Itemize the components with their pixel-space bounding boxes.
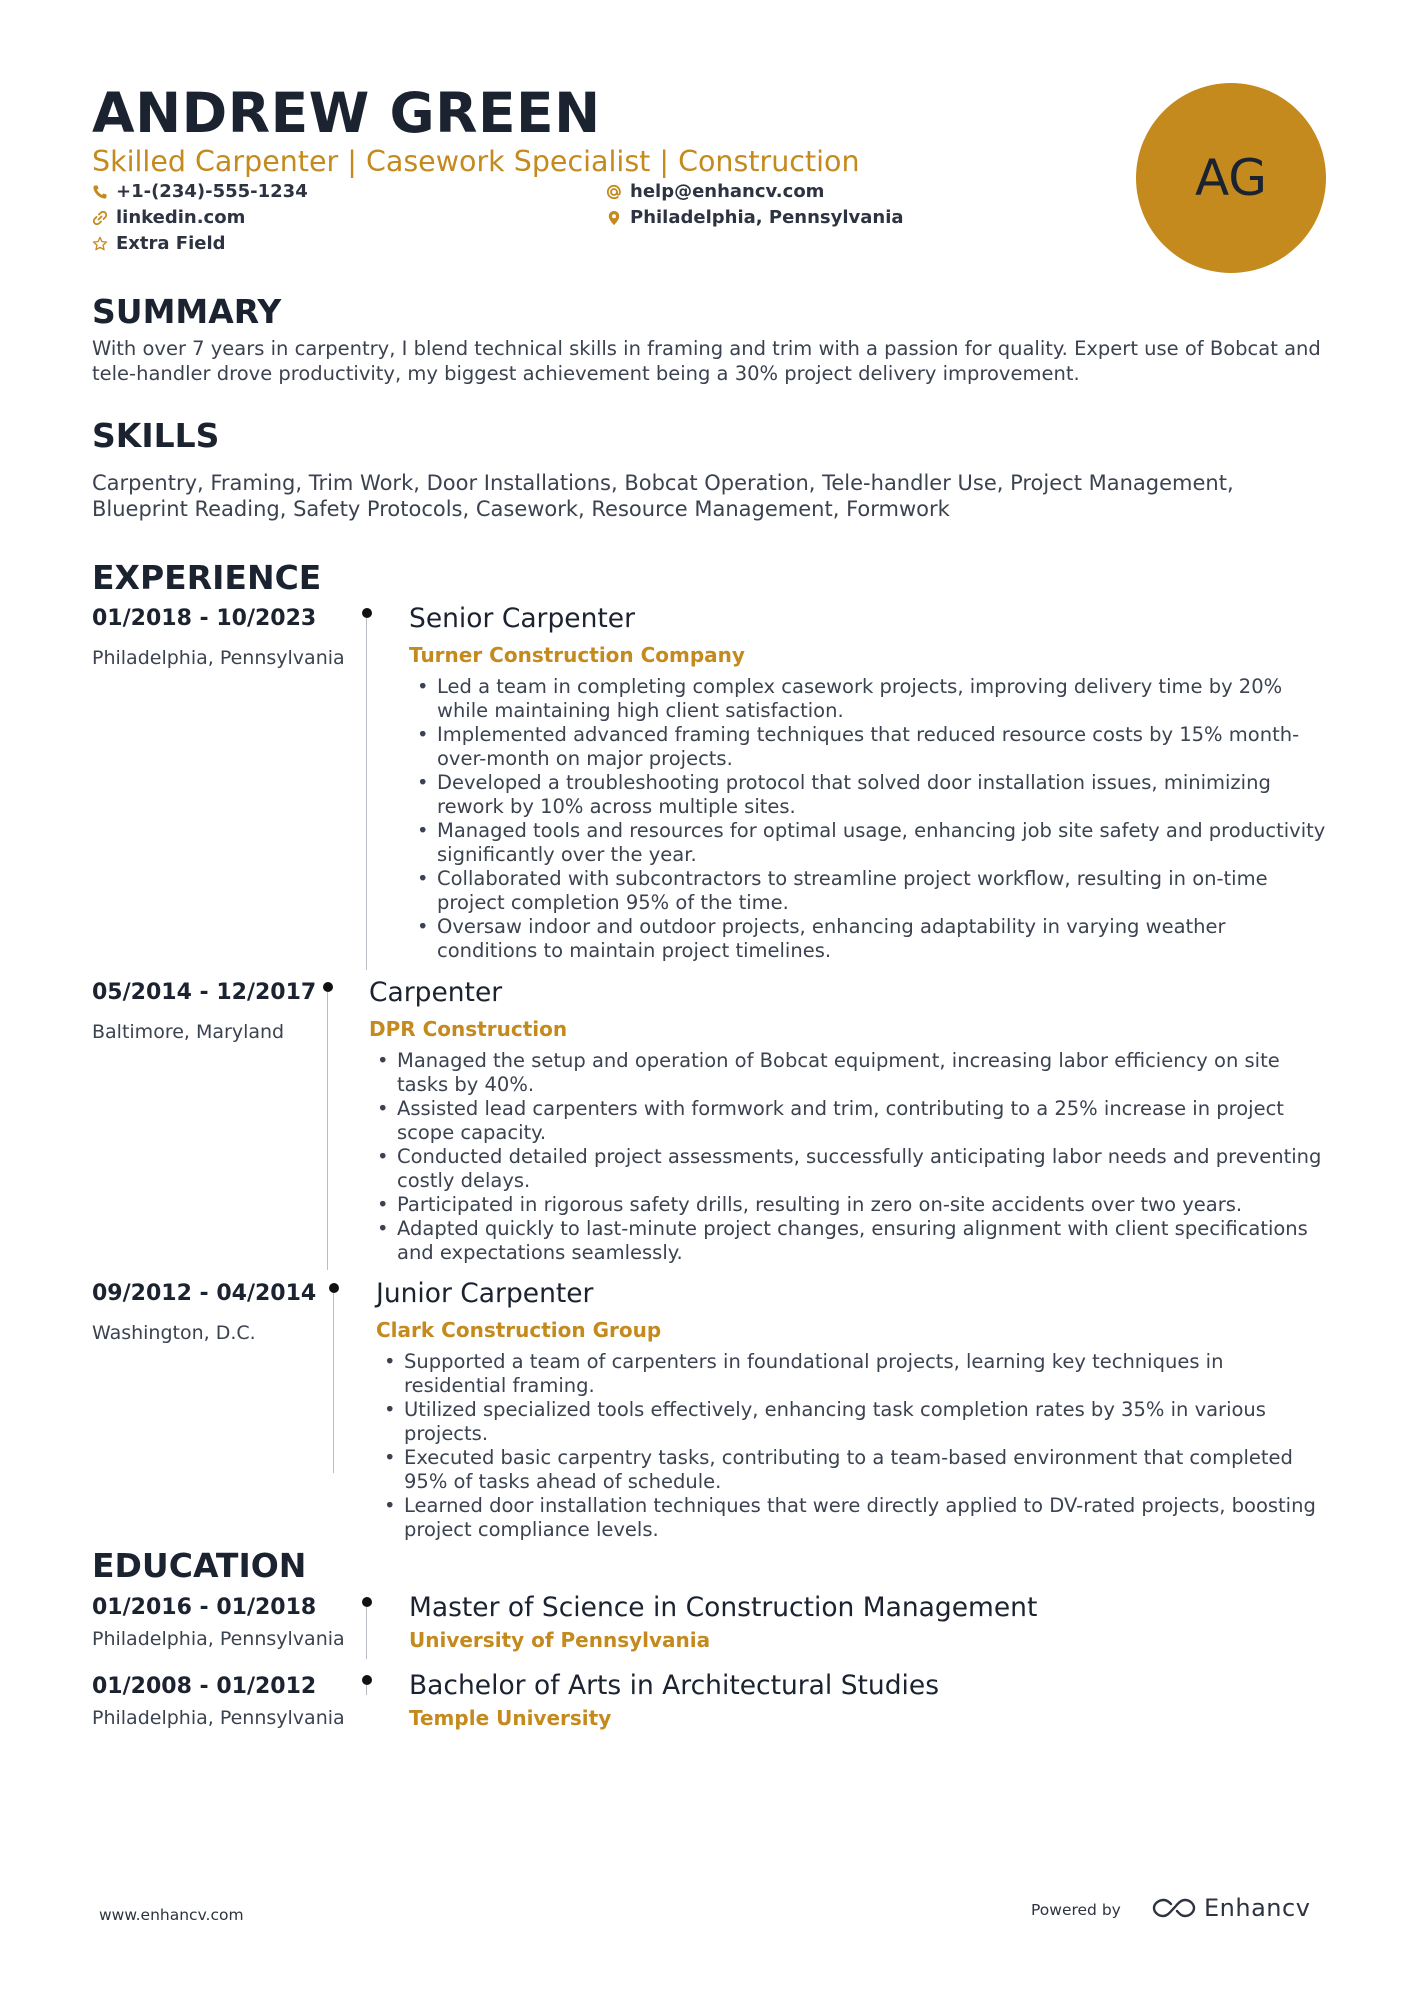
education-school: University of Pennsylvania <box>409 1628 711 1652</box>
experience-dates: 09/2012 - 04/2014 <box>92 1281 317 1306</box>
list-item: • Implemented advanced framing techniques that reduced resource costs by 15% month-over-month on major projects. <box>409 723 1329 771</box>
skills-heading: SKILLS <box>92 416 220 455</box>
list-item: • Learned door installation techniques that were directly applied to DV-rated projects, boosting project compliance levels. <box>376 1494 1329 1542</box>
list-item: • Led a team in completing complex casework projects, improving delivery time by 20% while maintaining high client satisfaction. <box>409 675 1329 723</box>
contact-phone[interactable] <box>92 180 308 204</box>
list-item: • Utilized specialized tools effectively, enhancing task completion rates by 35% in various projects. <box>376 1398 1329 1446</box>
summary-heading: SUMMARY <box>92 292 282 331</box>
education-heading: EDUCATION <box>92 1546 307 1585</box>
experience-bullets <box>376 1350 1329 1542</box>
education-school: Temple University <box>409 1706 612 1730</box>
experience-location: Washington, D.C. <box>92 1322 256 1344</box>
timeline-line <box>333 1293 334 1473</box>
list-item: • Executed basic carpentry tasks, contributing to a team-based environment that completed 95% of tasks ahead of schedule. <box>376 1446 1329 1494</box>
list-item: • Managed tools and resources for optimal usage, enhancing job site safety and productivity significantly over the year. <box>409 819 1329 867</box>
contact-linkedin[interactable] <box>92 206 245 230</box>
experience-company: DPR Construction <box>369 1017 568 1041</box>
experience-bullets <box>409 675 1329 963</box>
experience-dates: 01/2018 - 10/2023 <box>92 606 317 631</box>
education-dates: 01/2016 - 01/2018 <box>92 1595 317 1620</box>
candidate-name: ANDREW GREEN <box>92 81 601 145</box>
education-degree: Master of Science in Construction Management <box>409 1592 1038 1623</box>
list-item: • Managed the setup and operation of Bobcat equipment, increasing labor efficiency on site tasks by 40%. <box>369 1049 1329 1097</box>
enhancv-logo-text: Enhancv <box>1204 1894 1311 1922</box>
experience-location: Philadelphia, Pennsylvania <box>92 647 345 669</box>
link-icon <box>92 210 108 226</box>
education-location: Philadelphia, Pennsylvania <box>92 1707 345 1729</box>
experience-company: Turner Construction Company <box>409 643 745 667</box>
avatar <box>1136 83 1326 273</box>
list-item: • Adapted quickly to last-minute project changes, ensuring alignment with client specifications and expectations seamlessly. <box>369 1217 1329 1265</box>
location-pin-icon <box>606 210 622 226</box>
list-item: • Oversaw indoor and outdoor projects, enhancing adaptability in varying weather conditions to maintain project timelines. <box>409 915 1329 963</box>
education-degree: Bachelor of Arts in Architectural Studies <box>409 1670 940 1701</box>
timeline-line <box>366 618 367 970</box>
timeline-line <box>366 1685 367 1695</box>
experience-location: Baltimore, Maryland <box>92 1021 285 1043</box>
list-item: • Participated in rigorous safety drills, resulting in zero on-site accidents over two years. <box>369 1193 1329 1217</box>
timeline-dot <box>362 1597 372 1607</box>
education-dates: 01/2008 - 01/2012 <box>92 1674 317 1699</box>
summary-text: With over 7 years in carpentry, I blend technical skills in framing and trim with a passion for quality. Expert use of Bobcat and tele-handler drove productivity, my biggest achievement being a 30% project delivery improvement. <box>92 337 1321 385</box>
email-text: help@enhancv.com <box>630 181 825 202</box>
candidate-subtitle: Skilled Carpenter | Casework Specialist | Construction <box>92 145 860 178</box>
enhancv-logo[interactable] <box>1150 1894 1310 1922</box>
footer-powered-by: Powered by <box>1031 1901 1121 1919</box>
star-icon <box>92 236 108 252</box>
list-item: • Collaborated with subcontractors to streamline project workflow, resulting in on-time project completion 95% of the time. <box>409 867 1329 915</box>
location-text: Philadelphia, Pennsylvania <box>630 207 904 228</box>
phone-text: +1-(234)-555-1234 <box>116 181 308 202</box>
list-item: • Developed a troubleshooting protocol that solved door installation issues, minimizing rework by 10% across multiple sites. <box>409 771 1329 819</box>
contact-email[interactable] <box>606 180 824 204</box>
skills-text: Carpentry, Framing, Trim Work, Door Installations, Bobcat Operation, Tele-handler Use, Project Management, Blueprint Reading, Safety Protocols, Casework, Resource Management, Formwork <box>92 471 1234 521</box>
timeline-dot <box>362 608 372 618</box>
experience-bullets <box>369 1049 1329 1265</box>
experience-role: Senior Carpenter <box>409 603 635 634</box>
experience-company: Clark Construction Group <box>376 1318 662 1342</box>
list-item: • Supported a team of carpenters in foundational projects, learning key techniques in residential framing. <box>376 1350 1329 1398</box>
list-item: • Conducted detailed project assessments, successfully anticipating labor needs and preventing costly delays. <box>369 1145 1329 1193</box>
timeline-line <box>327 992 328 1270</box>
experience-role: Carpenter <box>369 977 503 1008</box>
avatar-initials: AG <box>1194 149 1268 207</box>
experience-dates: 05/2014 - 12/2017 <box>92 980 317 1005</box>
timeline-dot <box>329 1283 339 1293</box>
timeline-line <box>366 1607 367 1659</box>
extra-field-text: Extra Field <box>116 233 226 254</box>
contact-location <box>606 206 904 230</box>
at-sign-icon <box>606 184 622 200</box>
contact-extra-field <box>92 232 226 256</box>
experience-heading: EXPERIENCE <box>92 558 322 597</box>
education-location: Philadelphia, Pennsylvania <box>92 1628 345 1650</box>
list-item: • Assisted lead carpenters with formwork and trim, contributing to a 25% increase in project scope capacity. <box>369 1097 1329 1145</box>
phone-icon <box>92 184 108 200</box>
enhancv-logo-icon <box>1150 1895 1198 1921</box>
linkedin-text: linkedin.com <box>116 207 246 228</box>
timeline-dot <box>323 982 333 992</box>
experience-role: Junior Carpenter <box>376 1278 594 1309</box>
footer-website-link[interactable]: www.enhancv.com <box>99 1906 244 1924</box>
timeline-dot <box>362 1675 372 1685</box>
